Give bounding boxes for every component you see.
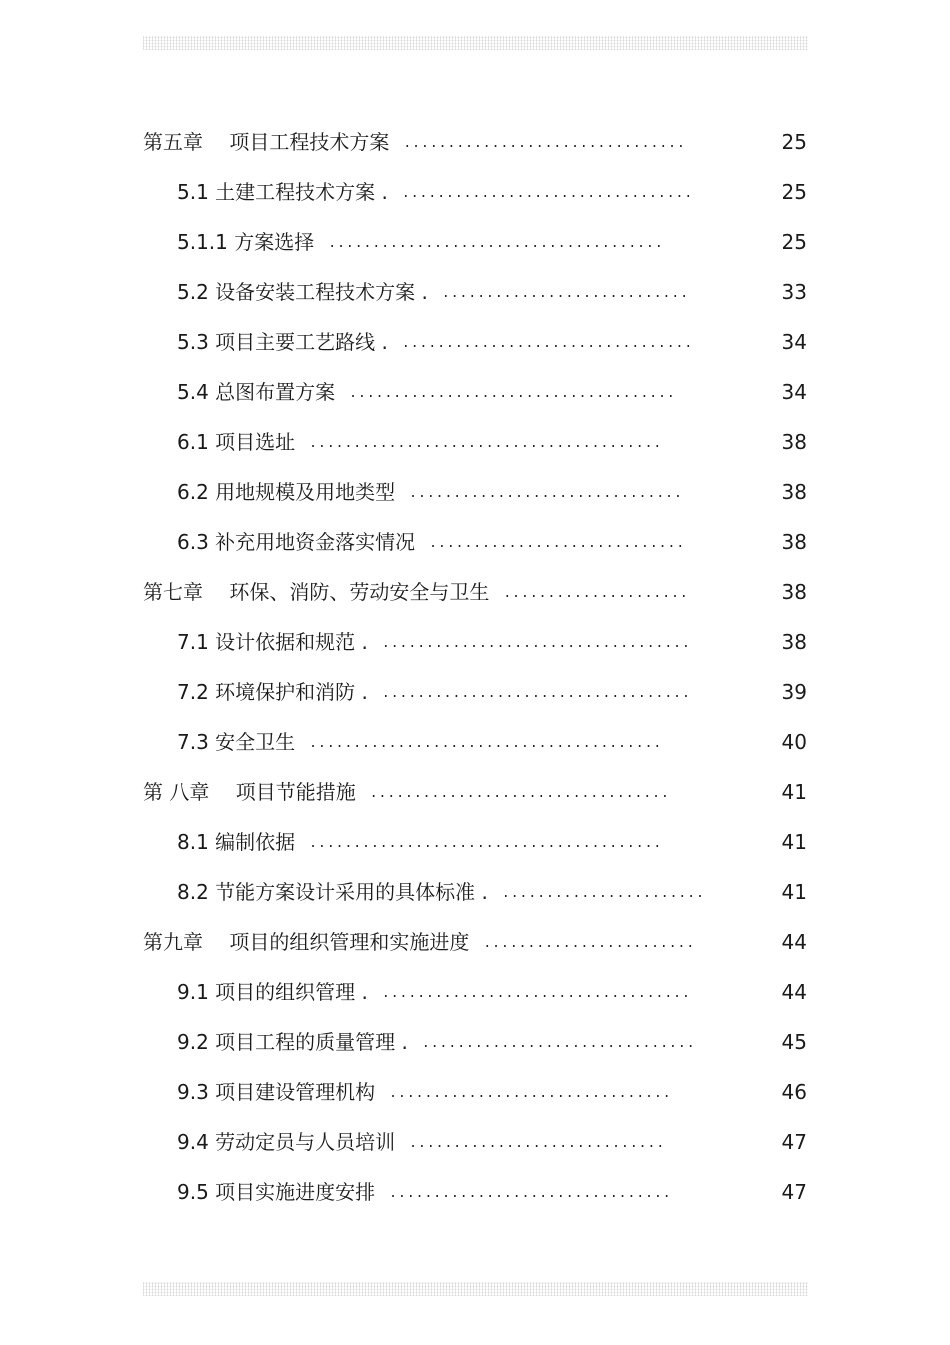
toc-entry-left [177,517,685,571]
toc-page-number: 38 [781,530,807,554]
toc-page-number: 39 [781,680,807,704]
toc-entry-label: 第五章 项目工程技术方案 [143,130,390,154]
toc-entry-label: 第 八章 项目节能措施 [143,780,356,804]
toc-entry-label: 7.2 环境保护和消防 . [177,680,368,704]
toc-leader-dots: ............................... [409,486,683,501]
toc-entry[interactable] [0,967,950,1017]
toc-page-number: 41 [781,880,807,904]
toc-leader-dots: ........................................ [309,836,663,851]
toc-entry-left [177,1117,665,1171]
toc-entry[interactable] [0,1167,950,1217]
toc-entry[interactable] [0,717,950,767]
toc-page-number: 25 [781,230,807,254]
toc-page-number: 34 [781,330,807,354]
toc-entry-left [177,967,691,1021]
toc-page-number: 44 [781,930,807,954]
toc-leader-dots: ............................... [421,1036,696,1051]
toc-page-number: 34 [781,380,807,404]
toc-entry[interactable] [0,267,950,317]
toc-entry-label: 5.1 土建工程技术方案 . [177,180,388,204]
toc-entry-left [143,767,670,821]
toc-leader-dots: ............................. [429,536,686,551]
toc-entry-label: 9.4 劳动定员与人员培训 [177,1130,396,1154]
toc-entry-label: 9.5 项目实施进度安排 [177,1180,376,1204]
toc-leader-dots: .................................. [369,786,670,801]
toc-leader-dots: ................................. [401,186,694,201]
toc-entry-label: 第九章 项目的组织管理和实施进度 [143,930,470,954]
toc-leader-dots: ........................................ [309,436,663,451]
scan-noise-top [143,36,808,50]
toc-entry[interactable] [0,1117,950,1167]
toc-entry-label: 5.3 项目主要工艺路线 . [177,330,388,354]
toc-entry[interactable] [0,667,950,717]
toc-leader-dots: ................................ [389,1186,672,1201]
toc-page-number: 33 [781,280,807,304]
toc-entry-label: 9.2 项目工程的质量管理 . [177,1030,408,1054]
toc-entry-left [177,1017,696,1071]
toc-entry-left [177,417,662,471]
toc-entry[interactable] [0,617,950,667]
toc-entry[interactable] [0,317,950,367]
toc-leader-dots: ................................... [381,986,691,1001]
toc-entry-label: 6.1 项目选址 [177,430,296,454]
toc-entry[interactable] [0,1017,950,1067]
toc-leader-dots: ..................................... [349,386,676,401]
toc-entry-label: 6.2 用地规模及用地类型 [177,480,396,504]
scan-noise-bottom [143,1282,808,1296]
toc-entry[interactable] [0,817,950,867]
toc-entry-left [177,1167,672,1221]
toc-page-number: 44 [781,980,807,1004]
toc-entry-left [177,717,662,771]
toc-leader-dots: ............................. [409,1136,666,1151]
toc-entry[interactable] [0,567,950,617]
toc-entry-left [177,1067,672,1121]
toc-entry-label: 7.3 安全卫生 [177,730,296,754]
toc-entry-left [177,467,683,521]
toc-entry-left [177,817,662,871]
toc-entry-label: 9.3 项目建设管理机构 [177,1080,376,1104]
toc-entry-label: 5.1.1 方案选择 [177,230,315,254]
toc-leader-dots: ........................ [483,936,696,951]
toc-entry[interactable] [0,1067,950,1117]
toc-leader-dots: ................................. [401,336,694,351]
toc-leader-dots: ................................... [381,636,691,651]
toc-entry-label: 5.4 总图布置方案 [177,380,336,404]
toc-leader-dots: ....................... [501,886,705,901]
toc-entry-label: 8.2 节能方案设计采用的具体标准 . [177,880,488,904]
toc-page-number: 40 [781,730,807,754]
toc-page-number: 38 [781,430,807,454]
toc-page-number: 25 [781,180,807,204]
toc-leader-dots: ................................ [389,1086,672,1101]
toc-entry-label: 7.1 设计依据和规范 . [177,630,368,654]
toc-page-number: 46 [781,1080,807,1104]
toc-entry-left [177,617,691,671]
toc-page-number: 38 [781,630,807,654]
toc-leader-dots: ...................................... [328,236,664,251]
toc-page-number: 45 [781,1030,807,1054]
toc-entry-left [143,117,686,171]
toc-entry-label: 9.1 项目的组织管理 . [177,980,368,1004]
toc-page-number: 38 [781,580,807,604]
toc-leader-dots: ..................... [503,586,689,601]
toc-entry-left [143,917,695,971]
toc-entry-left [177,867,705,921]
toc-page-number: 47 [781,1130,807,1154]
toc-page-number: 41 [781,830,807,854]
toc-page-number: 38 [781,480,807,504]
toc-entry[interactable] [0,367,950,417]
toc-leader-dots: ................................... [381,686,691,701]
toc-entry[interactable] [0,767,950,817]
toc-entry[interactable] [0,867,950,917]
toc-entry-left [177,667,691,721]
toc-entry[interactable] [0,217,950,267]
toc-page-number: 25 [781,130,807,154]
toc-entry[interactable] [0,467,950,517]
toc-entry-left [143,567,689,621]
toc-leader-dots: ........................................ [309,736,663,751]
toc-entry[interactable] [0,117,950,167]
toc-entry-left [177,367,676,421]
toc-entry-left [177,217,664,271]
toc-entry[interactable] [0,517,950,567]
toc-entry-left [177,267,689,321]
toc-entry-label: 8.1 编制依据 [177,830,296,854]
toc-entry[interactable] [0,417,950,467]
toc-entry-label: 第七章 环保、消防、劳动安全与卫生 [143,580,490,604]
toc-leader-dots: ............................ [441,286,690,301]
toc-page-number: 41 [781,780,807,804]
toc-entry[interactable] [0,167,950,217]
toc-page-number: 47 [781,1180,807,1204]
toc-entry-left [177,167,693,221]
toc-entry[interactable] [0,917,950,967]
table-of-contents [0,117,950,1217]
toc-entry-left [177,317,693,371]
toc-entry-label: 6.3 补充用地资金落实情况 [177,530,416,554]
toc-entry-label: 5.2 设备安装工程技术方案 . [177,280,428,304]
toc-leader-dots: ................................ [403,136,686,151]
